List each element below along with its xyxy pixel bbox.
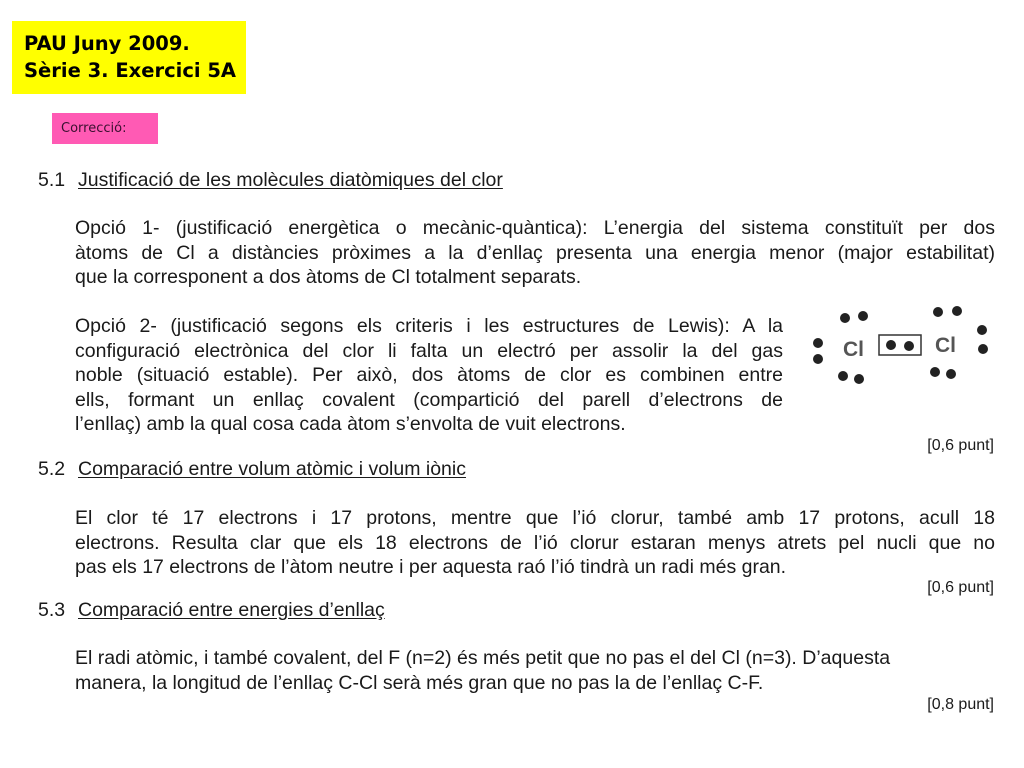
paragraph-line: Opció 1- (justificació energètica o mecànic-quàntica): L’energia del sistema constituït per dos — [75, 217, 995, 239]
paragraph-line: electrons. Resulta clar que els 18 electrons de l’ió clorur estaran menys atrets pel nucli que no — [75, 531, 995, 554]
paragraph-line: Opció 2- (justificació segons els criteris i les estructures de Lewis): A la — [75, 315, 783, 337]
section-title: Justificació de les molècules diatòmiques del clor — [78, 169, 503, 191]
electron-dot — [977, 325, 987, 335]
electron-dot — [858, 311, 868, 321]
section-number: 5.1 — [38, 169, 66, 191]
option-2-paragraph — [75, 314, 783, 437]
paragraph-line: configuració electrònica del clor li falta un electró per assolir la del gas — [75, 339, 783, 362]
electron-dot — [813, 338, 823, 348]
paragraph-line: pas els 17 electrons de l’àtom neutre i per aquesta raó l’ió tindrà un radi més gran. — [75, 556, 787, 578]
paragraph-line: àtoms de Cl a distàncies pròximes a la d’enllaç presenta una energia menor (major estabilitat) — [75, 241, 995, 264]
section-5-2-paragraph — [75, 506, 995, 580]
paragraph-line: que la corresponent a dos àtoms de Cl totalment separats. — [75, 266, 582, 288]
points-label: [0,8 punt] — [927, 696, 994, 713]
title-line-1: PAU Juny 2009. — [24, 32, 190, 55]
electron-dot — [838, 371, 848, 381]
title-badge — [12, 21, 246, 94]
section-number: 5.2 — [38, 458, 66, 480]
section-heading-5-2 — [38, 457, 466, 481]
paragraph-line: manera, la longitud de l’enllaç C-Cl serà més gran que no pas la de l’enllaç C-F. — [75, 671, 764, 694]
paragraph-line: ells, formant un enllaç covalent (compartició del parell d’electrons de — [75, 388, 783, 411]
option-1-paragraph — [75, 216, 995, 290]
shared-electron-dot — [886, 340, 896, 350]
electron-dot — [946, 369, 956, 379]
paragraph-line: El clor té 17 electrons i 17 protons, mentre que l’ió clorur, també amb 17 protons, acull 18 — [75, 507, 995, 529]
section-heading-5-3 — [38, 598, 385, 622]
electron-dot — [854, 374, 864, 384]
points-label: [0,6 punt] — [927, 579, 994, 596]
section-number: 5.3 — [38, 599, 66, 621]
lewis-structure-diagram — [805, 298, 1005, 393]
electron-dot — [930, 367, 940, 377]
electron-dot — [952, 306, 962, 316]
points-label: [0,6 punt] — [927, 437, 994, 454]
title-line-2: Sèrie 3. Exercici 5A — [24, 59, 237, 82]
paragraph-line: noble (situació estable). Per això, dos àtoms de clor es combinen entre — [75, 364, 783, 386]
section-5-3-paragraph — [75, 646, 995, 695]
paragraph-line: l’enllaç) amb la qual cosa cada àtom s’envolta de vuit electrons. — [75, 413, 626, 435]
section-heading-5-1 — [38, 168, 503, 192]
bond-box — [879, 335, 921, 355]
section-title: Comparació entre volum atòmic i volum iònic — [78, 458, 466, 480]
correction-tag: Correcció: — [52, 113, 158, 144]
atom-label-right: Cl — [935, 334, 956, 357]
paragraph-line: El radi atòmic, i també covalent, del F (n=2) és més petit que no pas el del Cl (n=3). D’aquesta — [75, 647, 891, 669]
electron-dot — [978, 344, 988, 354]
electron-dot — [840, 313, 850, 323]
electron-dot — [933, 307, 943, 317]
electron-dot — [813, 354, 823, 364]
atom-label-left: Cl — [843, 338, 864, 361]
section-title: Comparació entre energies d’enllaç — [78, 599, 385, 621]
shared-electron-dot — [904, 341, 914, 351]
